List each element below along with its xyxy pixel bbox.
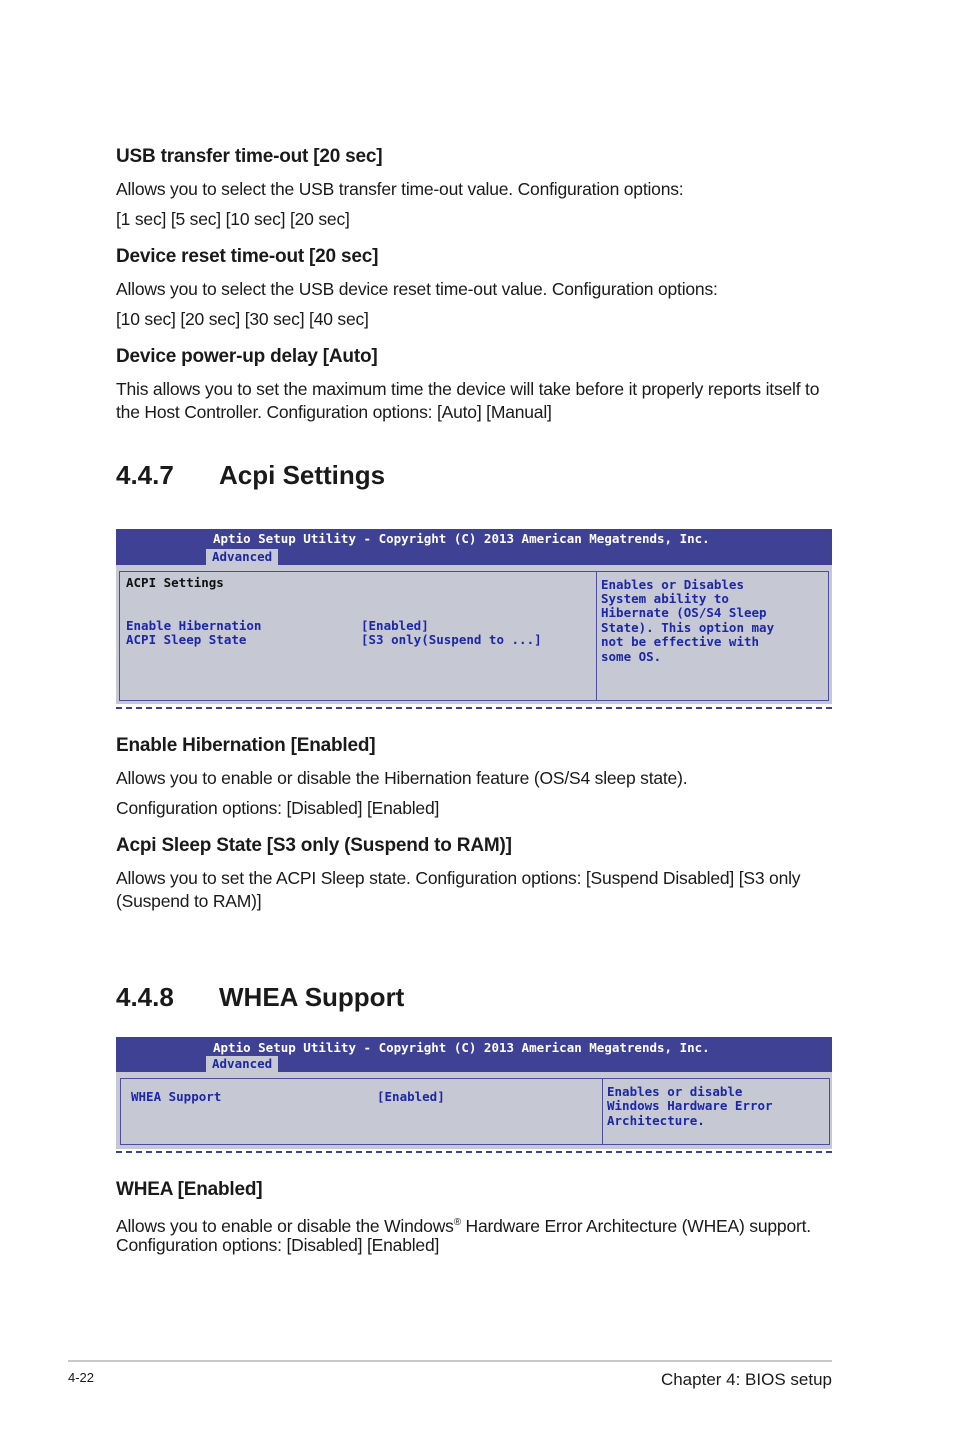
bios-dashed-divider bbox=[116, 707, 832, 709]
whea-enabled-options: Configuration options: [Disabled] [Enabled] bbox=[116, 1235, 440, 1255]
enable-hibernation-value[interactable]: [Enabled] bbox=[361, 618, 429, 633]
usb-transfer-heading: USB transfer time-out [20 sec] bbox=[116, 146, 383, 167]
help-text-line: Architecture. bbox=[607, 1113, 705, 1128]
section-number: 4.4.8 bbox=[116, 982, 174, 1012]
tab-advanced[interactable]: Advanced bbox=[206, 549, 278, 565]
whea-support-value[interactable]: [Enabled] bbox=[377, 1089, 445, 1104]
section-number: 4.4.7 bbox=[116, 460, 174, 490]
bios-screen-whea bbox=[116, 1037, 832, 1149]
panel-title: ACPI Settings bbox=[126, 575, 224, 590]
whea-support-item[interactable]: WHEA Support bbox=[131, 1089, 222, 1104]
bios-main-panel bbox=[120, 1078, 830, 1145]
section-title: Acpi Settings bbox=[219, 460, 386, 490]
panel-divider bbox=[596, 572, 597, 700]
enable-hibernation-item[interactable]: Enable Hibernation bbox=[126, 618, 262, 633]
acpi-section-heading bbox=[116, 460, 385, 491]
device-reset-description: Allows you to select the USB device reset time-out value. Configuration options: bbox=[116, 279, 718, 299]
help-text-line: System ability to bbox=[601, 591, 729, 606]
whea-desc-part: Hardware Error Architecture (WHEA) support. bbox=[460, 1215, 811, 1236]
bios-main-panel bbox=[119, 571, 829, 701]
help-text-line: some OS. bbox=[601, 649, 662, 664]
acpi-sleep-state-description: Allows you to set the ACPI Sleep state. Configuration options: [Suspend Disabled] [S3 only (Suspend to RAM)] bbox=[116, 868, 801, 911]
bios-screen-acpi bbox=[116, 529, 832, 704]
usb-transfer-description: Allows you to select the USB transfer time-out value. Configuration options: bbox=[116, 179, 684, 199]
device-reset-heading: Device reset time-out [20 sec] bbox=[116, 246, 379, 267]
registered-mark: ® bbox=[453, 1217, 461, 1228]
whea-section-heading bbox=[116, 982, 404, 1013]
enable-hibernation-heading: Enable Hibernation [Enabled] bbox=[116, 735, 376, 756]
tab-advanced[interactable]: Advanced bbox=[206, 1056, 278, 1072]
power-up-delay-description: This allows you to set the maximum time the device will take before it properly reports itself to the Host Controller. Configuration options: [Auto] [Manual] bbox=[116, 379, 820, 422]
acpi-sleep-state-heading: Acpi Sleep State [S3 only (Suspend to RAM)] bbox=[116, 835, 512, 856]
whea-desc-part: Allows you to enable or disable the Windows bbox=[116, 1215, 454, 1236]
footer-rule bbox=[68, 1360, 832, 1362]
section-title: WHEA Support bbox=[219, 982, 405, 1012]
help-text-line: Enables or Disables bbox=[601, 577, 744, 592]
panel-divider bbox=[602, 1079, 603, 1144]
bios-dashed-divider bbox=[116, 1151, 832, 1153]
help-text-line: Windows Hardware Error bbox=[607, 1098, 773, 1113]
bios-title: Aptio Setup Utility - Copyright (C) 2013 American Megatrends, Inc. bbox=[213, 531, 710, 546]
help-text-line: not be effective with bbox=[601, 634, 760, 649]
chapter-label: Chapter 4: BIOS setup bbox=[660, 1370, 832, 1389]
page-number: 4-22 bbox=[68, 1370, 95, 1385]
bios-title-bar bbox=[116, 529, 832, 565]
bios-title: Aptio Setup Utility - Copyright (C) 2013 American Megatrends, Inc. bbox=[213, 1040, 710, 1055]
enable-hibernation-options: Configuration options: [Disabled] [Enabled] bbox=[116, 798, 440, 818]
bios-title-bar bbox=[116, 1037, 832, 1072]
power-up-delay-heading: Device power-up delay [Auto] bbox=[116, 346, 378, 367]
acpi-sleep-state-item[interactable]: ACPI Sleep State bbox=[126, 632, 247, 647]
whea-enabled-heading: WHEA [Enabled] bbox=[116, 1179, 263, 1200]
acpi-sleep-state-value[interactable]: [S3 only(Suspend to ...] bbox=[361, 632, 542, 647]
usb-transfer-options: [1 sec] [5 sec] [10 sec] [20 sec] bbox=[116, 209, 350, 229]
enable-hibernation-description: Allows you to enable or disable the Hibernation feature (OS/S4 sleep state). bbox=[116, 768, 688, 788]
device-reset-options: [10 sec] [20 sec] [30 sec] [40 sec] bbox=[116, 309, 369, 329]
help-text-line: State). This option may bbox=[601, 620, 775, 635]
help-text-line: Hibernate (OS/S4 Sleep bbox=[601, 605, 767, 620]
help-text-line: Enables or disable bbox=[607, 1084, 743, 1099]
